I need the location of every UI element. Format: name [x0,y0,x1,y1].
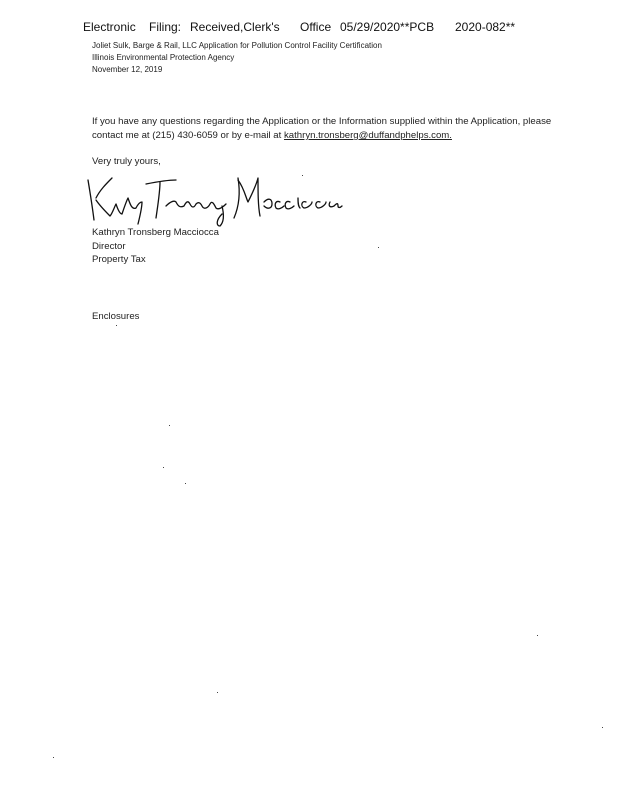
scan-speck [53,757,54,758]
body-paragraph [92,115,562,143]
signature-block [92,226,219,267]
body-text: If you have any questions regarding the Application or the Information supplied within the Application, please contact me at (215) 430-6059 or by e-mail at [92,116,552,141]
scan-speck [169,425,170,426]
scan-speck [217,692,218,693]
header-recipient-line: Illinois Environmental Protection Agency [92,53,235,62]
scan-speck [302,175,303,176]
enclosures-note: Enclosures [92,311,140,322]
stamp-word: Office [300,20,332,34]
electronic-filing-stamp [0,20,618,36]
signatory-department: Property Tax [92,254,146,265]
scan-speck [116,325,117,326]
handwritten-signature [82,168,344,228]
letter-header [92,40,382,76]
closing-line: Very truly yours, [92,156,161,167]
header-subject-line: Joliet Sulk, Barge & Rail, LLC Application for Pollution Control Facility Certification [92,41,382,50]
scan-speck [378,247,379,248]
stamp-word: Electronic [83,20,136,34]
stamp-docket-number: 2020-082** [455,20,516,34]
signatory-title: Director [92,240,126,252]
scan-speck [537,635,538,636]
contact-email-link[interactable]: kathryn.tronsberg@duffandphelps.com. [283,130,452,141]
stamp-date-case: 05/29/2020**PCB [340,20,435,34]
header-date-line: November 12, 2019 [92,65,163,74]
scan-speck [185,483,186,484]
scan-speck [163,467,164,468]
stamp-word: Received,Clerk's [190,20,280,34]
stamp-word: Filing: [149,20,182,34]
signatory-name: Kathryn Tronsberg Macciocca [92,227,219,238]
scan-speck [602,727,603,728]
